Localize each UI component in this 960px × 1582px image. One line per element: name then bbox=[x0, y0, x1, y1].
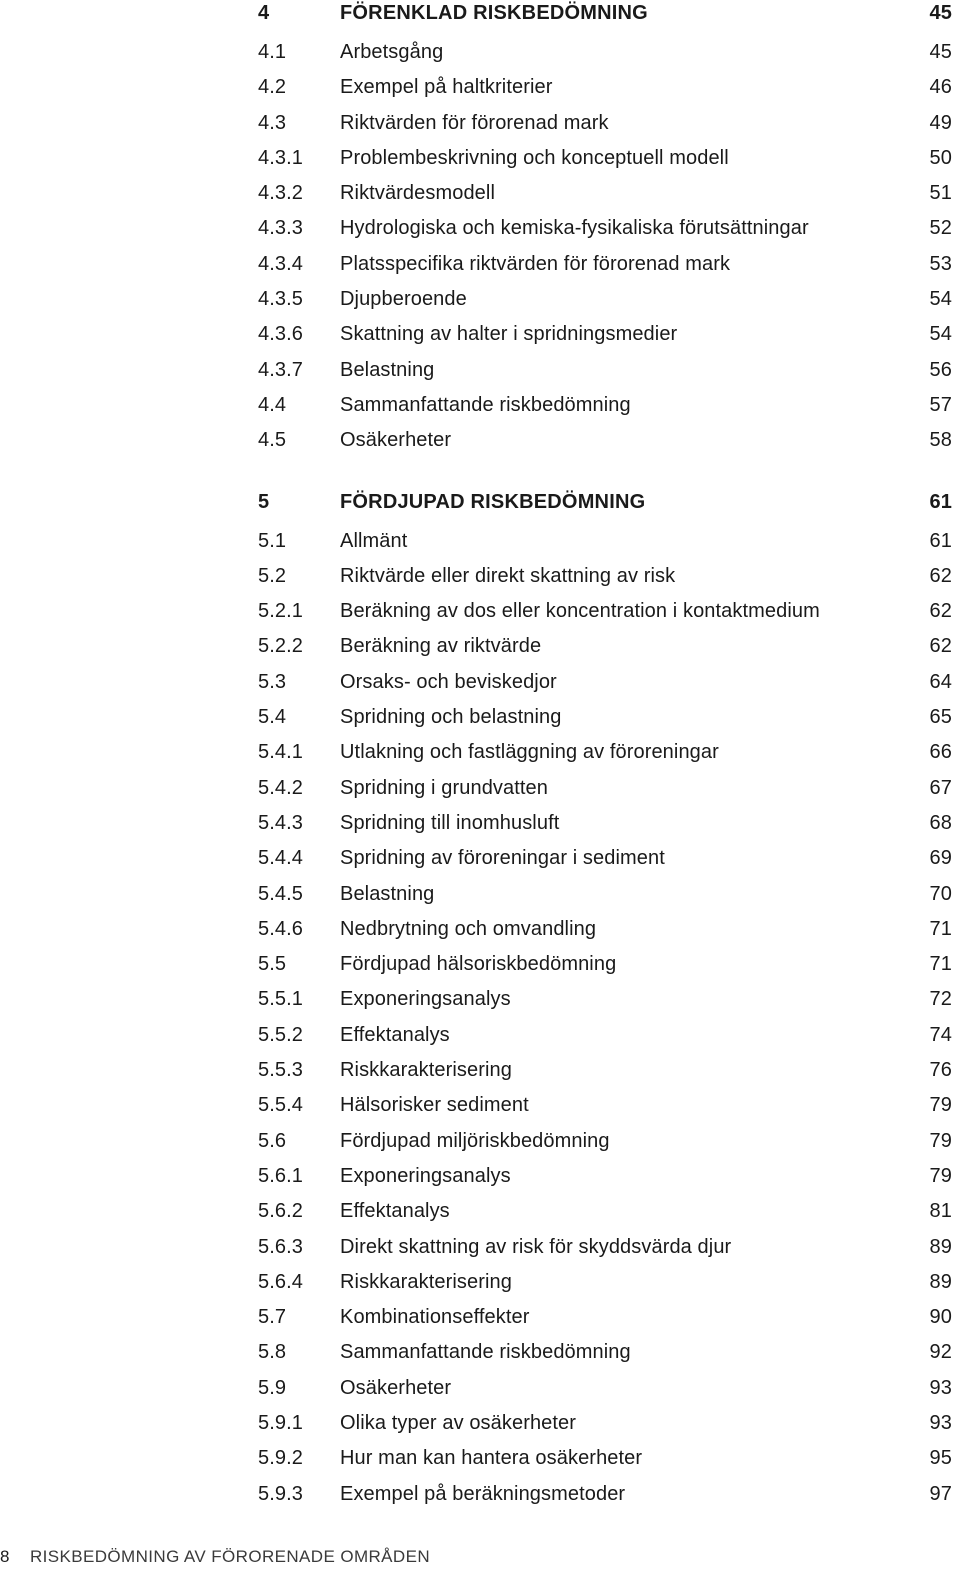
section-spacer bbox=[258, 463, 952, 489]
chapter-title: FÖRENKLAD RISKBEDÖMNING bbox=[340, 2, 648, 24]
page-number: 92 bbox=[929, 1341, 952, 1364]
page-number: 62 bbox=[929, 564, 952, 587]
toc-entry[interactable] bbox=[258, 598, 952, 633]
entry-number: 5.6.2 bbox=[258, 1200, 303, 1223]
page-number: 89 bbox=[929, 1235, 952, 1258]
page-number: 49 bbox=[929, 111, 952, 134]
entry-title: Platsspecifika riktvärden för förorenad mark bbox=[340, 252, 731, 275]
toc-entry[interactable] bbox=[258, 1198, 952, 1233]
entry-number: 4.5 bbox=[258, 429, 287, 452]
page-number: 64 bbox=[929, 670, 952, 693]
entry-number: 5.4.5 bbox=[258, 882, 303, 905]
entry-number: 5.6.1 bbox=[258, 1164, 303, 1187]
page-number: 81 bbox=[929, 1200, 952, 1223]
toc-entry[interactable] bbox=[258, 1445, 952, 1480]
entry-number: 4.1 bbox=[258, 41, 287, 63]
page-number: 67 bbox=[929, 776, 952, 799]
page-number: 71 bbox=[929, 917, 952, 940]
entry-number: 5.6.3 bbox=[258, 1235, 303, 1258]
toc-entry[interactable] bbox=[258, 1375, 952, 1410]
entry-title: Kombinationseffekter bbox=[340, 1306, 530, 1329]
toc-entry[interactable] bbox=[258, 951, 952, 986]
entry-number: 4.4 bbox=[258, 393, 287, 416]
entry-number: 5.5.1 bbox=[258, 988, 303, 1011]
toc-entry[interactable] bbox=[258, 528, 952, 563]
toc-chapter-heading[interactable] bbox=[258, 0, 952, 39]
chapter-number: 5 bbox=[258, 490, 270, 513]
entry-number: 5.1 bbox=[258, 529, 287, 552]
entry-number: 5.9.2 bbox=[258, 1447, 303, 1470]
entry-number: 5.9 bbox=[258, 1376, 287, 1399]
entry-title: Skattning av halter i spridningsmedier bbox=[340, 323, 678, 346]
chapter-title: FÖRDJUPAD RISKBEDÖMNING bbox=[340, 490, 646, 513]
entry-title: Riskkarakterisering bbox=[340, 1059, 512, 1082]
page-number: 93 bbox=[929, 1411, 952, 1434]
page-number: 72 bbox=[929, 988, 952, 1011]
entry-number: 5.5 bbox=[258, 953, 287, 976]
entry-title: Beräkning av riktvärde bbox=[340, 635, 542, 658]
entry-title: Spridning och belastning bbox=[340, 706, 562, 729]
entry-title: Djupberoende bbox=[340, 288, 467, 311]
entry-number: 5.5.3 bbox=[258, 1059, 303, 1082]
entry-number: 4.3.1 bbox=[258, 146, 303, 169]
entry-title: Hälsorisker sediment bbox=[340, 1094, 529, 1117]
entry-title: Exponeringsanalys bbox=[340, 1164, 511, 1187]
entry-number: 5.3 bbox=[258, 670, 287, 693]
entry-title: Osäkerheter bbox=[340, 1376, 452, 1399]
toc-entry[interactable] bbox=[258, 1057, 952, 1092]
chapter-number: 4 bbox=[258, 2, 270, 24]
footer-page-number: 8 bbox=[0, 1547, 10, 1566]
entry-number: 5.2.2 bbox=[258, 635, 303, 658]
entry-number: 4.3.7 bbox=[258, 358, 303, 381]
toc-entry[interactable] bbox=[258, 1022, 952, 1057]
footer-document-title: RISKBEDÖMNING AV FÖRORENADE OMRÅDEN bbox=[30, 1547, 431, 1566]
entry-title: Beräkning av dos eller koncentration i kontaktmedium bbox=[340, 600, 820, 623]
page-number: 62 bbox=[929, 635, 952, 658]
page-number: 74 bbox=[929, 1023, 952, 1046]
page-number: 89 bbox=[929, 1270, 952, 1293]
toc-entry[interactable] bbox=[258, 881, 952, 916]
entry-title: Hydrologiska och kemiska-fysikaliska förutsättningar bbox=[340, 217, 809, 240]
toc-entry[interactable] bbox=[258, 1234, 952, 1269]
page-number: 61 bbox=[929, 490, 952, 513]
page-number: 46 bbox=[929, 76, 952, 99]
entry-number: 5.6.4 bbox=[258, 1270, 303, 1293]
toc-entry[interactable] bbox=[258, 215, 952, 250]
entry-number: 4.3.4 bbox=[258, 252, 303, 275]
entry-title: Spridning av föroreningar i sediment bbox=[340, 847, 665, 870]
page-number: 65 bbox=[929, 706, 952, 729]
entry-title: Arbetsgång bbox=[340, 41, 444, 63]
page-number: 79 bbox=[929, 1129, 952, 1152]
entry-number: 5.4.3 bbox=[258, 811, 303, 834]
entry-title: Effektanalys bbox=[340, 1200, 450, 1223]
entry-number: 5.4 bbox=[258, 706, 287, 729]
entry-title: Hur man kan hantera osäkerheter bbox=[340, 1447, 643, 1470]
page-number: 66 bbox=[929, 741, 952, 764]
entry-title: Fördjupad hälsoriskbedömning bbox=[340, 953, 617, 976]
table-of-contents bbox=[258, 0, 952, 1516]
entry-title: Sammanfattande riskbedömning bbox=[340, 393, 631, 416]
page-number: 52 bbox=[929, 217, 952, 240]
entry-title: Spridning till inomhusluft bbox=[340, 811, 560, 834]
toc-entry[interactable] bbox=[258, 1128, 952, 1163]
page-number: 57 bbox=[929, 393, 952, 416]
page-number: 70 bbox=[929, 882, 952, 905]
toc-entry[interactable] bbox=[258, 1481, 952, 1516]
toc-section-entries bbox=[258, 39, 952, 463]
entry-number: 5.5.4 bbox=[258, 1094, 303, 1117]
toc-entry[interactable] bbox=[258, 39, 952, 74]
page-number: 45 bbox=[929, 41, 952, 63]
entry-number: 5.7 bbox=[258, 1306, 287, 1329]
entry-number: 4.3.3 bbox=[258, 217, 303, 240]
toc-entry[interactable] bbox=[258, 110, 952, 145]
entry-title: Orsaks- och beviskedjor bbox=[340, 670, 557, 693]
toc-entry[interactable] bbox=[258, 1304, 952, 1339]
entry-number: 5.8 bbox=[258, 1341, 287, 1364]
page-number: 62 bbox=[929, 600, 952, 623]
page-number: 50 bbox=[929, 146, 952, 169]
page-number: 53 bbox=[929, 252, 952, 275]
entry-number: 4.3.6 bbox=[258, 323, 303, 346]
entry-number: 4.3.5 bbox=[258, 288, 303, 311]
toc-entry[interactable] bbox=[258, 392, 952, 427]
page-number: 45 bbox=[929, 2, 952, 24]
entry-number: 5.9.1 bbox=[258, 1411, 303, 1434]
entry-number: 5.5.2 bbox=[258, 1023, 303, 1046]
toc-entry[interactable] bbox=[258, 739, 952, 774]
entry-number: 5.9.3 bbox=[258, 1482, 303, 1505]
entry-title: Nedbrytning och omvandling bbox=[340, 917, 597, 940]
page-number: 58 bbox=[929, 429, 952, 452]
entry-number: 5.4.2 bbox=[258, 776, 303, 799]
entry-number: 4.3.2 bbox=[258, 182, 303, 205]
toc-entry[interactable] bbox=[258, 986, 952, 1021]
entry-number: 5.2.1 bbox=[258, 600, 303, 623]
toc-entry[interactable] bbox=[258, 845, 952, 880]
entry-title: Utlakning och fastläggning av föroreningar bbox=[340, 741, 719, 764]
toc-entry[interactable] bbox=[258, 563, 952, 598]
entry-title: Riktvärdesmodell bbox=[340, 182, 495, 205]
page-number: 93 bbox=[929, 1376, 952, 1399]
toc-entry[interactable] bbox=[258, 775, 952, 810]
toc-chapter-heading[interactable] bbox=[258, 489, 952, 528]
entry-number: 5.2 bbox=[258, 564, 287, 587]
entry-title: Direkt skattning av risk för skyddsvärda djur bbox=[340, 1235, 732, 1258]
toc-entry[interactable] bbox=[258, 1269, 952, 1304]
page-number: 51 bbox=[929, 182, 952, 205]
entry-title: Belastning bbox=[340, 882, 435, 905]
page-number: 76 bbox=[929, 1059, 952, 1082]
entry-title: Belastning bbox=[340, 358, 435, 381]
toc-entry[interactable] bbox=[258, 1410, 952, 1445]
toc-entry[interactable] bbox=[258, 1339, 952, 1374]
page-number: 54 bbox=[929, 288, 952, 311]
entry-number: 5.4.1 bbox=[258, 741, 303, 764]
entry-title: Allmänt bbox=[340, 529, 408, 552]
entry-title: Riktvärden för förorenad mark bbox=[340, 111, 609, 134]
entry-title: Exempel på beräkningsmetoder bbox=[340, 1482, 626, 1505]
entry-number: 5.6 bbox=[258, 1129, 287, 1152]
entry-title: Riskkarakterisering bbox=[340, 1270, 512, 1293]
page-number: 54 bbox=[929, 323, 952, 346]
page-number: 97 bbox=[929, 1482, 952, 1505]
page-number: 95 bbox=[929, 1447, 952, 1470]
toc-section-entries bbox=[258, 528, 952, 1516]
toc-entry[interactable] bbox=[258, 180, 952, 215]
toc-entry[interactable] bbox=[258, 1092, 952, 1127]
entry-title: Problembeskrivning och konceptuell modell bbox=[340, 146, 729, 169]
page-number: 79 bbox=[929, 1094, 952, 1117]
page-number: 90 bbox=[929, 1306, 952, 1329]
page-number: 61 bbox=[929, 529, 952, 552]
toc-entry[interactable] bbox=[258, 633, 952, 668]
entry-title: Olika typer av osäkerheter bbox=[340, 1411, 577, 1434]
entry-title: Spridning i grundvatten bbox=[340, 776, 548, 799]
toc-entry[interactable] bbox=[258, 357, 952, 392]
toc-entry[interactable] bbox=[258, 74, 952, 109]
entry-title: Effektanalys bbox=[340, 1023, 450, 1046]
entry-title: Exponeringsanalys bbox=[340, 988, 511, 1011]
toc-entry[interactable] bbox=[258, 1163, 952, 1198]
toc-entry[interactable] bbox=[258, 321, 952, 356]
entry-number: 4.3 bbox=[258, 111, 287, 134]
entry-title: Fördjupad miljöriskbedömning bbox=[340, 1129, 610, 1152]
entry-title: Osäkerheter bbox=[340, 429, 452, 452]
page-number: 79 bbox=[929, 1164, 952, 1187]
page-number: 71 bbox=[929, 953, 952, 976]
entry-number: 4.2 bbox=[258, 76, 287, 99]
entry-number: 5.4.6 bbox=[258, 917, 303, 940]
entry-title: Sammanfattande riskbedömning bbox=[340, 1341, 631, 1364]
toc-entry[interactable] bbox=[258, 427, 952, 462]
entry-title: Exempel på haltkriterier bbox=[340, 76, 553, 99]
toc-entry[interactable] bbox=[258, 704, 952, 739]
page-number: 56 bbox=[929, 358, 952, 381]
toc-entry[interactable] bbox=[258, 916, 952, 951]
entry-title: Riktvärde eller direkt skattning av risk bbox=[340, 564, 676, 587]
page-number: 69 bbox=[929, 847, 952, 870]
toc-entry[interactable] bbox=[258, 145, 952, 180]
page-number: 68 bbox=[929, 811, 952, 834]
toc-entry[interactable] bbox=[258, 286, 952, 321]
toc-entry[interactable] bbox=[258, 251, 952, 286]
toc-entry[interactable] bbox=[258, 810, 952, 845]
toc-entry[interactable] bbox=[258, 669, 952, 704]
entry-number: 5.4.4 bbox=[258, 847, 303, 870]
